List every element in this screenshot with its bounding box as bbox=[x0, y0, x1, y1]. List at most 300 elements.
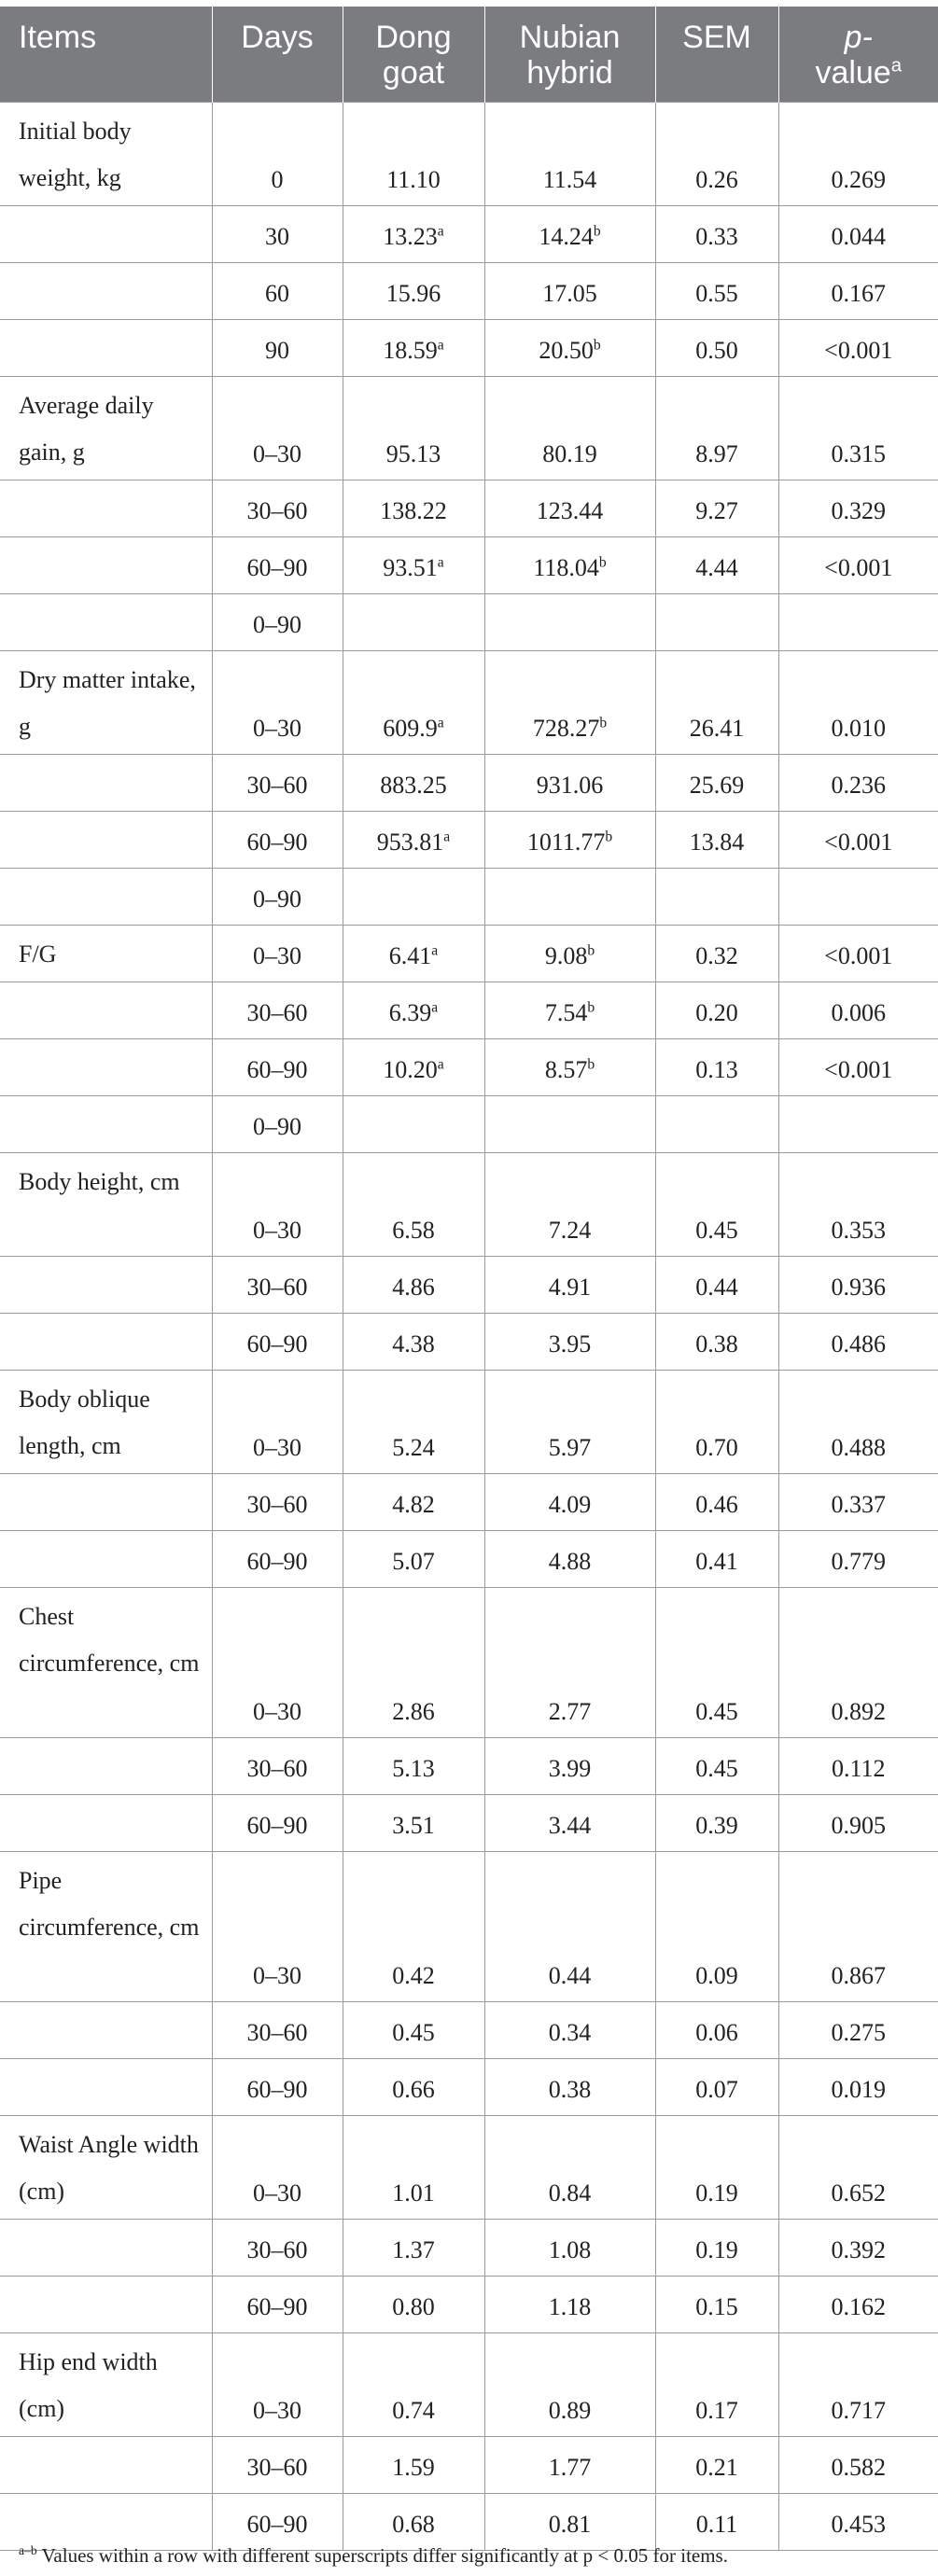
days-cell bbox=[212, 2493, 343, 2550]
sem-cell bbox=[655, 2219, 778, 2276]
nubian-hybrid-cell-value: 20.50 bbox=[539, 336, 594, 364]
dong-goat-cell bbox=[343, 868, 484, 925]
nubian-hybrid-cell-value: 3.95 bbox=[548, 1330, 592, 1358]
p-value-cell bbox=[778, 1587, 938, 1737]
header-dong-line2: goat bbox=[382, 55, 445, 91]
sem-cell bbox=[655, 102, 778, 205]
nubian-hybrid-cell bbox=[484, 480, 655, 536]
days-cell bbox=[212, 1737, 343, 1794]
p-value-cell-value: <0.001 bbox=[824, 553, 893, 581]
days-cell-value: 0–30 bbox=[253, 1697, 301, 1725]
sem-cell bbox=[655, 650, 778, 754]
nubian-hybrid-cell bbox=[484, 754, 655, 811]
item-cell bbox=[0, 1313, 212, 1370]
days-cell bbox=[212, 1095, 343, 1152]
nubian-hybrid-cell-value: 0.44 bbox=[548, 1961, 592, 1989]
dong-goat-cell-superscript: a bbox=[437, 553, 444, 570]
days-cell-value: 60 bbox=[265, 279, 289, 307]
dong-goat-cell-value: 0.74 bbox=[392, 2396, 435, 2424]
table-row bbox=[0, 1152, 938, 1256]
header-p-value bbox=[778, 7, 938, 102]
p-value-cell-value: 0.717 bbox=[831, 2396, 886, 2424]
days-cell-value: 60–90 bbox=[246, 1811, 308, 1839]
nubian-hybrid-cell-value: 4.91 bbox=[548, 1273, 592, 1301]
dong-goat-cell-superscript: a bbox=[437, 1055, 444, 1072]
days-cell bbox=[212, 2219, 343, 2276]
nubian-hybrid-cell bbox=[484, 319, 655, 376]
dong-goat-cell-value: 0.66 bbox=[392, 2075, 435, 2103]
dong-goat-cell-value: 11.10 bbox=[386, 165, 441, 193]
p-value-cell bbox=[778, 2219, 938, 2276]
dong-goat-cell bbox=[343, 2219, 484, 2276]
p-value-cell bbox=[778, 650, 938, 754]
sem-cell-value: 0.45 bbox=[695, 1216, 738, 1244]
p-value-cell bbox=[778, 1256, 938, 1313]
item-cell: Waist Angle width (cm) bbox=[0, 2115, 212, 2219]
item-cell bbox=[0, 754, 212, 811]
item-cell bbox=[0, 593, 212, 650]
nubian-hybrid-cell-value: 80.19 bbox=[542, 439, 597, 467]
nubian-hybrid-cell-value: 3.44 bbox=[548, 1811, 592, 1839]
dong-goat-cell bbox=[343, 2493, 484, 2550]
table-footnote bbox=[19, 2543, 728, 2568]
days-cell-value: 90 bbox=[265, 336, 289, 364]
dong-goat-cell bbox=[343, 319, 484, 376]
p-value-cell-value: 0.010 bbox=[831, 714, 886, 742]
sem-cell-value: 0.09 bbox=[695, 1961, 738, 1989]
p-value-cell-value: 0.329 bbox=[831, 496, 886, 524]
nubian-hybrid-cell bbox=[484, 2276, 655, 2332]
days-cell-value: 60–90 bbox=[246, 2292, 308, 2320]
sem-cell-value: 0.19 bbox=[695, 2235, 738, 2263]
sem-cell-value: 13.84 bbox=[689, 828, 745, 856]
nubian-hybrid-cell bbox=[484, 2219, 655, 2276]
sem-cell bbox=[655, 811, 778, 868]
nubian-hybrid-cell bbox=[484, 1794, 655, 1851]
days-cell bbox=[212, 2276, 343, 2332]
nubian-hybrid-cell bbox=[484, 1095, 655, 1152]
table-row bbox=[0, 982, 938, 1038]
sem-cell-value: 0.20 bbox=[695, 998, 738, 1026]
p-value-cell bbox=[778, 376, 938, 480]
nubian-hybrid-cell bbox=[484, 2115, 655, 2219]
dong-goat-cell bbox=[343, 2436, 484, 2493]
days-cell bbox=[212, 1256, 343, 1313]
table-row bbox=[0, 2332, 938, 2436]
nubian-hybrid-cell-value: 14.24 bbox=[539, 222, 594, 250]
dong-goat-cell-value: 5.07 bbox=[392, 1547, 435, 1575]
table-row bbox=[0, 1370, 938, 1473]
p-value-cell-value: 0.867 bbox=[831, 1961, 886, 1989]
header-dong-line1: Dong bbox=[375, 20, 452, 55]
days-cell bbox=[212, 1370, 343, 1473]
item-cell bbox=[0, 1794, 212, 1851]
p-value-cell bbox=[778, 593, 938, 650]
nubian-hybrid-cell-superscript: b bbox=[605, 828, 613, 844]
sem-cell bbox=[655, 1473, 778, 1530]
sem-cell bbox=[655, 1530, 778, 1587]
item-cell bbox=[0, 811, 212, 868]
nubian-hybrid-cell-superscript: b bbox=[587, 941, 595, 958]
header-p-superscript: a bbox=[890, 55, 903, 77]
sem-cell-value: 4.44 bbox=[695, 553, 738, 581]
p-value-cell bbox=[778, 925, 938, 982]
p-value-cell-value: 0.892 bbox=[831, 1697, 886, 1725]
table-row bbox=[0, 1313, 938, 1370]
dong-goat-cell bbox=[343, 2115, 484, 2219]
days-cell bbox=[212, 1530, 343, 1587]
item-cell bbox=[0, 1095, 212, 1152]
item-cell bbox=[0, 1256, 212, 1313]
days-cell-value: 60–90 bbox=[246, 1547, 308, 1575]
p-value-cell bbox=[778, 1095, 938, 1152]
sem-cell bbox=[655, 2276, 778, 2332]
p-value-cell-value: 0.652 bbox=[831, 2179, 886, 2207]
dong-goat-cell bbox=[343, 754, 484, 811]
days-cell bbox=[212, 811, 343, 868]
item-cell: Average daily gain, g bbox=[0, 376, 212, 480]
nubian-hybrid-cell bbox=[484, 1313, 655, 1370]
nubian-hybrid-cell bbox=[484, 2332, 655, 2436]
dong-goat-cell bbox=[343, 2058, 484, 2115]
p-value-cell bbox=[778, 868, 938, 925]
sem-cell-value: 0.46 bbox=[695, 1490, 738, 1518]
sem-cell-value: 0.70 bbox=[695, 1433, 738, 1461]
sem-cell-value: 0.17 bbox=[695, 2396, 738, 2424]
dong-goat-cell bbox=[343, 1530, 484, 1587]
dong-goat-cell bbox=[343, 1152, 484, 1256]
dong-goat-cell bbox=[343, 1587, 484, 1737]
header-p-line1: p- bbox=[844, 20, 873, 55]
days-cell-value: 60–90 bbox=[246, 2075, 308, 2103]
dong-goat-cell bbox=[343, 1851, 484, 2001]
dong-goat-cell-value: 0.80 bbox=[392, 2292, 435, 2320]
days-cell-value: 30–60 bbox=[246, 998, 308, 1026]
table-row bbox=[0, 1587, 938, 1737]
dong-goat-cell-superscript: a bbox=[437, 714, 444, 731]
days-cell bbox=[212, 650, 343, 754]
p-value-cell bbox=[778, 2276, 938, 2332]
days-cell bbox=[212, 2115, 343, 2219]
nubian-hybrid-cell-value: 5.97 bbox=[548, 1433, 592, 1461]
p-value-cell bbox=[778, 205, 938, 262]
days-cell-value: 0–90 bbox=[253, 610, 301, 638]
p-value-cell bbox=[778, 811, 938, 868]
sem-cell-value: 0.38 bbox=[695, 1330, 738, 1358]
p-value-cell-value: 0.488 bbox=[831, 1433, 886, 1461]
nubian-hybrid-cell-value: 3.99 bbox=[548, 1754, 592, 1782]
days-cell-value: 30–60 bbox=[246, 496, 308, 524]
days-cell bbox=[212, 2332, 343, 2436]
nubian-hybrid-cell bbox=[484, 2436, 655, 2493]
p-value-cell bbox=[778, 1370, 938, 1473]
nubian-hybrid-cell bbox=[484, 650, 655, 754]
table-row bbox=[0, 102, 938, 205]
nubian-hybrid-cell-value: 118.04 bbox=[533, 553, 599, 581]
header-sem: SEM bbox=[655, 7, 778, 102]
table-row bbox=[0, 480, 938, 536]
item-cell: Hip end width (cm) bbox=[0, 2332, 212, 2436]
sem-cell-value: 0.06 bbox=[695, 2018, 738, 2046]
days-cell bbox=[212, 1473, 343, 1530]
sem-cell-value: 8.97 bbox=[695, 439, 738, 467]
dong-goat-cell-value: 5.13 bbox=[392, 1754, 435, 1782]
dong-goat-cell-value: 18.59 bbox=[383, 336, 438, 364]
sem-cell bbox=[655, 1095, 778, 1152]
nubian-hybrid-cell-value: 1.08 bbox=[548, 2235, 592, 2263]
item-cell bbox=[0, 868, 212, 925]
table-row bbox=[0, 319, 938, 376]
p-value-cell bbox=[778, 1851, 938, 2001]
nubian-hybrid-cell bbox=[484, 1370, 655, 1473]
sem-cell bbox=[655, 1737, 778, 1794]
dong-goat-cell bbox=[343, 1038, 484, 1095]
days-cell bbox=[212, 754, 343, 811]
item-cell: Chest circumference, cm bbox=[0, 1587, 212, 1737]
days-cell-value: 0–30 bbox=[253, 1433, 301, 1461]
item-cell: Body height, cm bbox=[0, 1152, 212, 1256]
days-cell-value: 30 bbox=[265, 222, 289, 250]
nubian-hybrid-cell-value: 9.08 bbox=[544, 941, 588, 969]
dong-goat-cell-value: 6.39 bbox=[388, 998, 432, 1026]
p-value-cell bbox=[778, 2115, 938, 2219]
nubian-hybrid-cell bbox=[484, 376, 655, 480]
p-value-cell bbox=[778, 2001, 938, 2058]
days-cell-value: 0 bbox=[271, 165, 284, 193]
dong-goat-cell-value: 6.58 bbox=[392, 1216, 435, 1244]
table-row bbox=[0, 754, 938, 811]
nubian-hybrid-cell bbox=[484, 593, 655, 650]
item-cell: Initial body weight, kg bbox=[0, 102, 212, 205]
nubian-hybrid-cell-value: 7.24 bbox=[548, 1216, 592, 1244]
p-value-cell-value: 0.019 bbox=[831, 2075, 886, 2103]
days-cell-value: 0–30 bbox=[253, 2179, 301, 2207]
days-cell bbox=[212, 1038, 343, 1095]
dong-goat-cell-value: 1.01 bbox=[392, 2179, 435, 2207]
p-value-cell bbox=[778, 1152, 938, 1256]
p-value-cell-value: 0.269 bbox=[831, 165, 886, 193]
table-row bbox=[0, 2058, 938, 2115]
p-value-cell bbox=[778, 2332, 938, 2436]
p-value-cell bbox=[778, 2493, 938, 2550]
nubian-hybrid-cell bbox=[484, 102, 655, 205]
sem-cell-value: 0.45 bbox=[695, 1754, 738, 1782]
p-value-cell bbox=[778, 2436, 938, 2493]
p-value-cell-value: 0.582 bbox=[831, 2453, 886, 2481]
dong-goat-cell bbox=[343, 650, 484, 754]
sem-cell bbox=[655, 262, 778, 319]
sem-cell bbox=[655, 536, 778, 593]
dong-goat-cell bbox=[343, 1313, 484, 1370]
table-row bbox=[0, 868, 938, 925]
days-cell bbox=[212, 1152, 343, 1256]
table-row bbox=[0, 1095, 938, 1152]
dong-goat-cell-value: 1.37 bbox=[392, 2235, 435, 2263]
item-cell bbox=[0, 982, 212, 1038]
nubian-hybrid-cell-value: 1011.77 bbox=[526, 828, 606, 856]
item-cell bbox=[0, 2436, 212, 2493]
dong-goat-cell bbox=[343, 1370, 484, 1473]
dong-goat-cell-superscript: a bbox=[437, 336, 444, 353]
nubian-hybrid-cell-superscript: b bbox=[599, 714, 608, 731]
sem-cell bbox=[655, 2332, 778, 2436]
nubian-hybrid-cell-value: 728.27 bbox=[532, 714, 600, 742]
item-cell bbox=[0, 2493, 212, 2550]
dong-goat-cell-value: 953.81 bbox=[376, 828, 444, 856]
p-value-cell bbox=[778, 536, 938, 593]
p-value-cell bbox=[778, 1794, 938, 1851]
nubian-hybrid-cell-value: 0.84 bbox=[548, 2179, 592, 2207]
days-cell bbox=[212, 1851, 343, 2001]
p-value-cell-value: 0.779 bbox=[831, 1547, 886, 1575]
p-value-cell-value: 0.453 bbox=[831, 2510, 886, 2538]
sem-cell bbox=[655, 1152, 778, 1256]
item-cell bbox=[0, 319, 212, 376]
dong-goat-cell bbox=[343, 102, 484, 205]
header-nubian-line1: Nubian bbox=[519, 20, 621, 55]
dong-goat-cell-value: 15.96 bbox=[385, 279, 441, 307]
nubian-hybrid-cell bbox=[484, 2493, 655, 2550]
p-value-cell-value: 0.315 bbox=[831, 439, 886, 467]
dong-goat-cell-value: 0.68 bbox=[392, 2510, 435, 2538]
dong-goat-cell bbox=[343, 1473, 484, 1530]
sem-cell bbox=[655, 2001, 778, 2058]
table-row bbox=[0, 1473, 938, 1530]
p-value-cell bbox=[778, 1038, 938, 1095]
nubian-hybrid-cell-value: 8.57 bbox=[544, 1055, 588, 1083]
dong-goat-cell bbox=[343, 2276, 484, 2332]
header-nubian-line2: hybrid bbox=[526, 55, 613, 91]
item-cell: F/G bbox=[0, 925, 212, 982]
days-cell bbox=[212, 2436, 343, 2493]
header-items: Items bbox=[0, 7, 212, 102]
nubian-hybrid-cell bbox=[484, 1152, 655, 1256]
table-row bbox=[0, 2276, 938, 2332]
sem-cell-value: 0.19 bbox=[695, 2179, 738, 2207]
sem-cell bbox=[655, 868, 778, 925]
dong-goat-cell-value: 95.13 bbox=[385, 439, 441, 467]
nubian-hybrid-cell-value: 4.09 bbox=[548, 1490, 592, 1518]
days-cell bbox=[212, 868, 343, 925]
p-value-cell bbox=[778, 319, 938, 376]
days-cell-value: 30–60 bbox=[246, 1490, 308, 1518]
nubian-hybrid-cell bbox=[484, 868, 655, 925]
table-row bbox=[0, 2436, 938, 2493]
item-cell bbox=[0, 2001, 212, 2058]
dong-goat-cell-value: 4.82 bbox=[392, 1490, 435, 1518]
p-value-cell bbox=[778, 982, 938, 1038]
dong-goat-cell bbox=[343, 2001, 484, 2058]
item-cell: Body oblique length, cm bbox=[0, 1370, 212, 1473]
nubian-hybrid-cell bbox=[484, 982, 655, 1038]
p-value-cell-value: <0.001 bbox=[824, 336, 893, 364]
nubian-hybrid-cell-superscript: b bbox=[593, 336, 601, 353]
dong-goat-cell-superscript: a bbox=[431, 941, 439, 958]
days-cell bbox=[212, 205, 343, 262]
item-cell bbox=[0, 262, 212, 319]
nubian-hybrid-cell bbox=[484, 2001, 655, 2058]
p-value-cell-value: 0.167 bbox=[831, 279, 886, 307]
dong-goat-cell-value: 93.51 bbox=[383, 553, 438, 581]
item-cell bbox=[0, 2219, 212, 2276]
sem-cell bbox=[655, 1794, 778, 1851]
days-cell-value: 60–90 bbox=[246, 828, 308, 856]
sem-cell bbox=[655, 376, 778, 480]
dong-goat-cell bbox=[343, 480, 484, 536]
table-row bbox=[0, 1256, 938, 1313]
sem-cell bbox=[655, 205, 778, 262]
sem-cell bbox=[655, 319, 778, 376]
table-row bbox=[0, 593, 938, 650]
table-row bbox=[0, 1851, 938, 2001]
p-value-cell-value: 0.044 bbox=[831, 222, 886, 250]
table-row bbox=[0, 811, 938, 868]
dong-goat-cell-value: 10.20 bbox=[383, 1055, 438, 1083]
nubian-hybrid-cell bbox=[484, 1256, 655, 1313]
days-cell bbox=[212, 2001, 343, 2058]
table-row bbox=[0, 1038, 938, 1095]
nubian-hybrid-cell-value: 2.77 bbox=[548, 1697, 592, 1725]
days-cell bbox=[212, 102, 343, 205]
days-cell-value: 30–60 bbox=[246, 771, 308, 799]
days-cell bbox=[212, 925, 343, 982]
days-cell-value: 0–30 bbox=[253, 1961, 301, 1989]
nubian-hybrid-cell-value: 11.54 bbox=[542, 165, 597, 193]
table-row bbox=[0, 376, 938, 480]
p-value-cell-value: 0.162 bbox=[831, 2292, 886, 2320]
days-cell bbox=[212, 1587, 343, 1737]
dong-goat-cell-value: 1.59 bbox=[392, 2453, 435, 2481]
table-row bbox=[0, 1530, 938, 1587]
dong-goat-cell bbox=[343, 262, 484, 319]
days-cell bbox=[212, 376, 343, 480]
days-cell bbox=[212, 1313, 343, 1370]
p-value-cell-value: 0.337 bbox=[831, 1490, 886, 1518]
nubian-hybrid-cell-value: 1.77 bbox=[548, 2453, 592, 2481]
p-value-cell-value: <0.001 bbox=[824, 941, 893, 969]
days-cell bbox=[212, 319, 343, 376]
sem-cell-value: 0.15 bbox=[695, 2292, 738, 2320]
nubian-hybrid-cell-superscript: b bbox=[593, 222, 601, 239]
p-value-cell bbox=[778, 754, 938, 811]
sem-cell bbox=[655, 1038, 778, 1095]
item-cell bbox=[0, 2276, 212, 2332]
sem-cell-value: 9.27 bbox=[695, 496, 738, 524]
dong-goat-cell-value: 4.86 bbox=[392, 1273, 435, 1301]
sem-cell-value: 26.41 bbox=[689, 714, 745, 742]
days-cell-value: 60–90 bbox=[246, 2510, 308, 2538]
table-row bbox=[0, 2001, 938, 2058]
item-cell bbox=[0, 1530, 212, 1587]
dong-goat-cell bbox=[343, 205, 484, 262]
p-value-cell-value: <0.001 bbox=[824, 828, 893, 856]
nubian-hybrid-cell bbox=[484, 925, 655, 982]
sem-cell bbox=[655, 1587, 778, 1737]
header-dong-goat bbox=[343, 7, 484, 102]
dong-goat-cell-value: 609.9 bbox=[383, 714, 438, 742]
sem-cell-value: 0.26 bbox=[695, 165, 738, 193]
days-cell-value: 0–90 bbox=[253, 884, 301, 912]
nubian-hybrid-cell bbox=[484, 1038, 655, 1095]
item-cell bbox=[0, 205, 212, 262]
item-cell bbox=[0, 1737, 212, 1794]
days-cell-value: 60–90 bbox=[246, 1055, 308, 1083]
p-value-cell-value: 0.275 bbox=[831, 2018, 886, 2046]
nubian-hybrid-cell bbox=[484, 2058, 655, 2115]
dong-goat-cell-value: 3.51 bbox=[392, 1811, 435, 1839]
nubian-hybrid-cell bbox=[484, 536, 655, 593]
sem-cell bbox=[655, 982, 778, 1038]
